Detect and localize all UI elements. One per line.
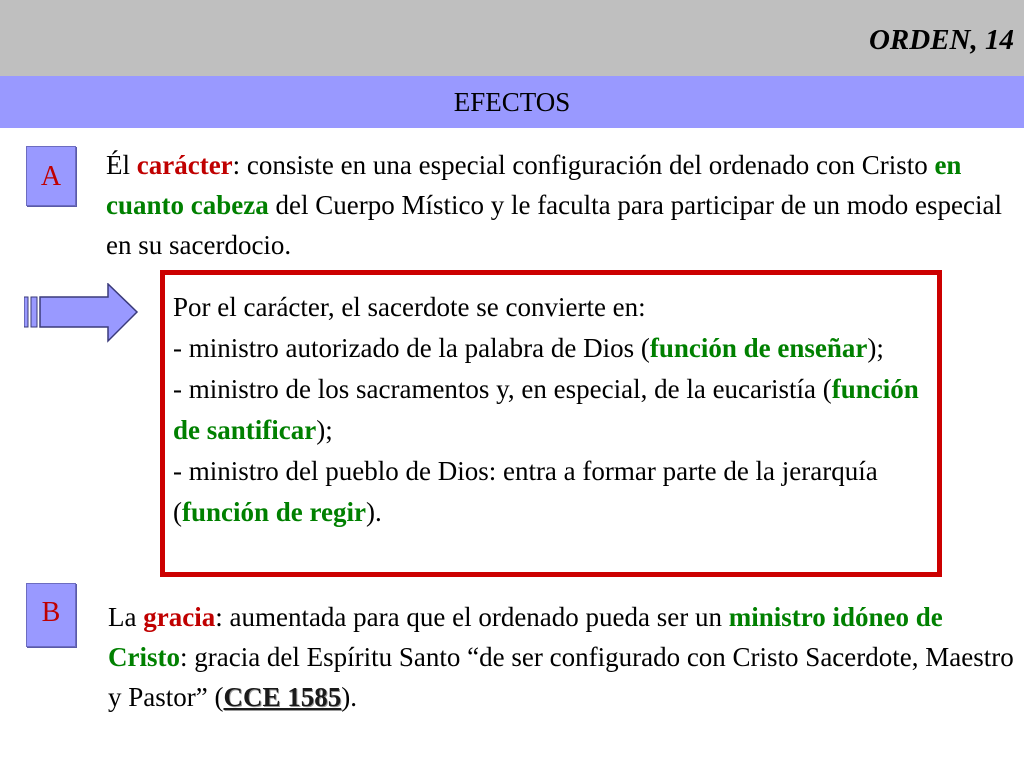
paragraph-b xyxy=(108,597,1020,717)
slide-title: ORDEN, 14 xyxy=(868,24,1014,56)
text-run: : consiste en una especial configuración del ordenado con Cristo xyxy=(232,150,935,180)
emphasis-ministro-idoneo: ministro idóneo de Cristo xyxy=(108,602,943,672)
text-run: ); xyxy=(316,415,333,445)
text-run: : gracia del Espíritu Santo “de ser configurado con Cristo Sacerdote, Maestro y Pastor” ( xyxy=(108,642,1014,712)
box-intro: Por el carácter, el sacerdote se convierte en: xyxy=(173,292,646,322)
section-bar xyxy=(0,76,1024,128)
text-run: ). xyxy=(366,497,382,527)
character-functions-box xyxy=(160,270,942,577)
emphasis-en-cuanto-cabeza: en cuanto cabeza xyxy=(106,150,962,220)
emphasis-gracia: gracia xyxy=(143,602,216,632)
right-block-arrow-icon xyxy=(24,283,140,343)
text-run: - ministro autorizado de la palabra de Dios ( xyxy=(173,333,650,363)
text-run: : aumentada para que el ordenado pueda ser un xyxy=(215,602,729,632)
text-run: - ministro del pueblo de Dios: entra a formar parte de la jerarquía ( xyxy=(173,456,878,527)
text-run: ); xyxy=(867,333,884,363)
text-run: Él xyxy=(106,150,137,180)
cce-reference-link[interactable]: CCE 1585 xyxy=(223,682,342,712)
emphasis-caracter: carácter xyxy=(136,150,233,180)
text-run: - ministro de los sacramentos y, en especial, de la eucaristía ( xyxy=(173,374,832,404)
emphasis-funcion-santificar: función de santificar xyxy=(173,374,919,445)
paragraph-a xyxy=(106,145,1011,265)
emphasis-funcion-ensenar: función de enseñar xyxy=(649,333,868,363)
emphasis-funcion-regir: función de regir xyxy=(182,497,366,527)
box-text xyxy=(173,287,933,533)
text-run: ). xyxy=(341,682,357,712)
text-run: La xyxy=(108,602,144,632)
badge-b: B xyxy=(26,583,76,647)
header-bar xyxy=(0,0,1024,76)
section-title: EFECTOS xyxy=(453,87,571,117)
badge-a: A xyxy=(26,146,76,206)
text-run: del Cuerpo Místico y le faculta para participar de un modo especial en su sacerdocio. xyxy=(106,190,1002,260)
